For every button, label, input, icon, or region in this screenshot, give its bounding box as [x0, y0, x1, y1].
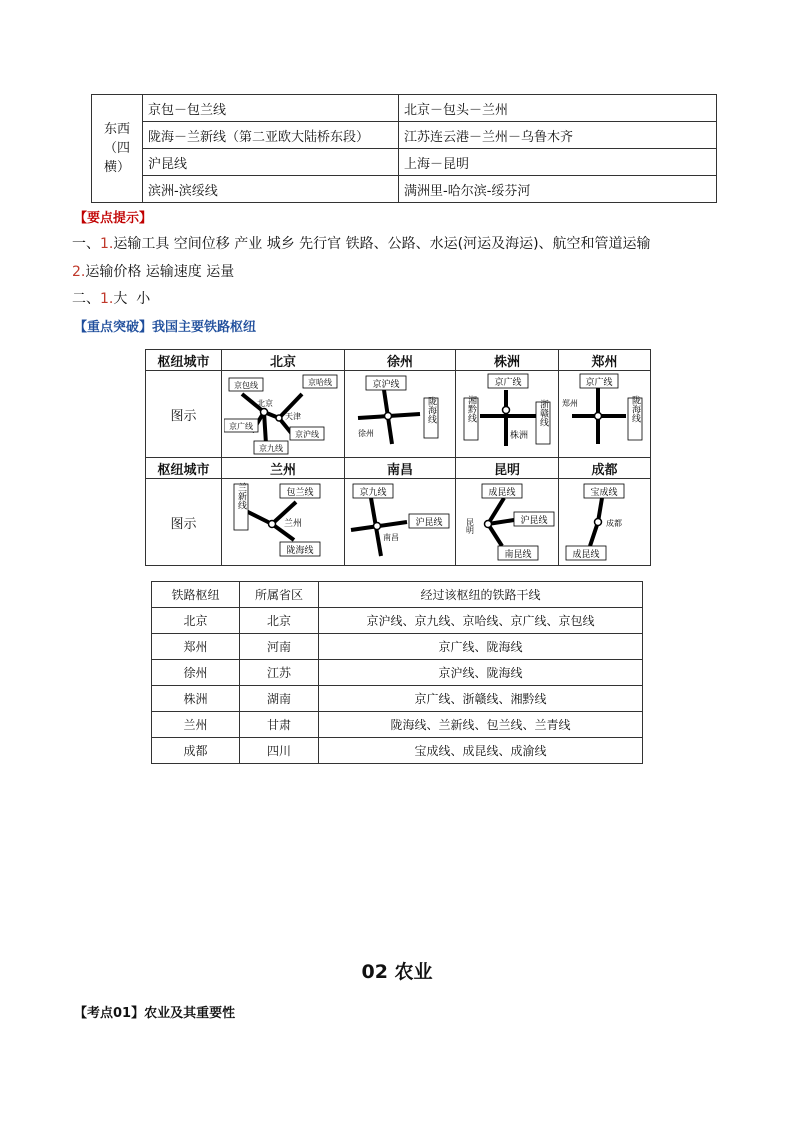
line-cell: 滨洲-滨绥线 — [143, 176, 399, 203]
hub-city-name: 兰州 — [222, 458, 345, 479]
lanzhou-city-label: 兰州 — [284, 519, 303, 529]
tianjin-city-label: 天津 — [285, 412, 301, 421]
kunming-city-label: 昆明 — [465, 518, 475, 534]
table-cell: 郑州 — [152, 634, 240, 660]
hub-city-name: 株洲 — [456, 350, 559, 371]
chengdu-hub-diagram — [560, 480, 650, 564]
line-label: 京哈线 — [308, 378, 332, 387]
lanzhou-hub-diagram — [224, 480, 342, 564]
table-cell: 四川 — [240, 738, 319, 764]
table-row — [152, 712, 643, 738]
region-line: 东西 — [103, 122, 130, 137]
zhengzhou-city-label: 郑州 — [561, 399, 578, 408]
table-cell: 湖南 — [240, 686, 319, 712]
table-cell: 陇海线、兰新线、包兰线、兰青线 — [319, 712, 643, 738]
table-cell: 京广线、浙赣线、湘黔线 — [319, 686, 643, 712]
line-label: 陇海线 — [286, 546, 314, 556]
table-cell: 京广线、陇海线 — [319, 634, 643, 660]
nanchang-diagram-cell — [345, 479, 456, 566]
table-row — [152, 738, 643, 764]
zhengzhou-diagram-cell — [559, 371, 651, 458]
table-cell: 京沪线、陇海线 — [319, 660, 643, 686]
line-label: 京广线 — [229, 422, 253, 431]
tips-text: 运输工具 空间位移 产业 城乡 先行官 铁路、公路、水运(河运及海运)、航空和管道运输 — [113, 236, 651, 252]
table-row — [92, 122, 717, 149]
line-label: 京包线 — [234, 381, 258, 390]
table-cell: 兰州 — [152, 712, 240, 738]
chapter-title: 02 农业 — [361, 961, 433, 983]
line-label: 沪昆线 — [415, 518, 443, 528]
hub-head-label: 枢纽城市 — [146, 458, 222, 479]
table-cell: 甘肃 — [240, 712, 319, 738]
nanchang-hub-diagram — [347, 480, 453, 564]
tips-number: 1. — [100, 236, 114, 252]
line-label: 京九线 — [359, 488, 387, 498]
xuzhou-diagram-cell — [345, 371, 456, 458]
region-line: （四 — [103, 141, 130, 156]
table-cell: 北京 — [240, 608, 319, 634]
tips-text: 大 小 — [113, 291, 151, 307]
hub-pic-label: 图示 — [146, 479, 222, 566]
line-label: 陇海线 — [426, 396, 436, 424]
tips-text: 运输价格 运输速度 运量 — [85, 264, 235, 280]
zhuzhou-city-label: 株洲 — [510, 431, 529, 441]
nanchang-city-label: 南昌 — [383, 533, 399, 542]
line-label: 京沪线 — [372, 380, 400, 390]
hub-city-name: 南昌 — [345, 458, 456, 479]
xuzhou-city-label: 徐州 — [358, 429, 374, 438]
line-label: 兰新线 — [236, 482, 246, 510]
hub-list-table — [151, 581, 643, 764]
kaodian-label: 【考点01】农业及其重要性 — [74, 1006, 236, 1021]
focus-heading: 【重点突破】我国主要铁路枢纽 — [74, 320, 257, 335]
line-label: 浙赣线 — [538, 399, 548, 427]
table-row — [146, 458, 651, 479]
tips-line-1 — [72, 233, 651, 253]
zhengzhou-hub-diagram — [560, 372, 650, 456]
beijing-city-label: 北京 — [257, 399, 273, 408]
table-row — [152, 634, 643, 660]
region-line: 横） — [103, 160, 130, 175]
table-row — [152, 660, 643, 686]
table-cell: 成都 — [152, 738, 240, 764]
tips-line-2 — [72, 261, 234, 281]
line-label: 京广线 — [584, 378, 613, 388]
line-cell: 陇海－兰新线（第二亚欧大陆桥东段） — [143, 122, 399, 149]
beijing-hub-diagram — [224, 372, 342, 456]
table-row — [146, 350, 651, 371]
line-label: 成昆线 — [488, 488, 516, 498]
hub-city-name: 郑州 — [559, 350, 651, 371]
table-row — [146, 371, 651, 458]
tips-line-3 — [72, 288, 150, 308]
line-label: 南昆线 — [504, 550, 532, 560]
column-header: 铁路枢纽 — [152, 582, 240, 608]
table-row — [146, 479, 651, 566]
hub-pic-label: 图示 — [146, 371, 222, 458]
kunming-hub-diagram — [458, 480, 556, 564]
lanzhou-diagram-cell — [222, 479, 345, 566]
xuzhou-hub-diagram — [348, 372, 452, 456]
tips-number: 1. — [100, 291, 114, 307]
hub-head-label: 枢纽城市 — [146, 350, 222, 371]
table-row — [152, 608, 643, 634]
table-cell: 徐州 — [152, 660, 240, 686]
line-label: 京广线 — [494, 378, 522, 388]
line-cell: 京包－包兰线 — [143, 95, 399, 122]
column-header: 所属省区 — [240, 582, 319, 608]
hub-city-name: 北京 — [222, 350, 345, 371]
line-label: 湘黔线 — [466, 395, 476, 423]
hub-city-name: 徐州 — [345, 350, 456, 371]
route-cell: 上海－昆明 — [399, 149, 717, 176]
line-label: 包兰线 — [286, 488, 314, 498]
table-cell: 宝成线、成昆线、成渝线 — [319, 738, 643, 764]
tips-prefix: 一、 — [72, 236, 100, 252]
table-cell: 北京 — [152, 608, 240, 634]
tips-number: 2. — [72, 264, 86, 280]
route-cell: 北京－包头－兰州 — [399, 95, 717, 122]
hub-diagram-table — [145, 349, 651, 566]
line-cell: 沪昆线 — [143, 149, 399, 176]
hub-city-name: 昆明 — [456, 458, 559, 479]
chengdu-city-label: 成都 — [605, 519, 622, 528]
tips-prefix: 二、 — [72, 291, 100, 307]
table-cell: 江苏 — [240, 660, 319, 686]
table-row — [92, 149, 717, 176]
railway-lines-table — [91, 94, 717, 203]
line-label: 京沪线 — [295, 430, 319, 439]
route-cell: 江苏连云港－兰州－乌鲁木齐 — [399, 122, 717, 149]
beijing-diagram-cell — [222, 371, 345, 458]
table-cell: 株洲 — [152, 686, 240, 712]
line-label: 成昆线 — [571, 550, 600, 560]
table-header-row — [152, 582, 643, 608]
line-label: 陇海线 — [629, 395, 640, 423]
tips-heading: 【要点提示】 — [74, 211, 153, 226]
table-row — [92, 176, 717, 203]
column-header: 经过该枢纽的铁路干线 — [319, 582, 643, 608]
chengdu-diagram-cell — [559, 479, 651, 566]
kunming-diagram-cell — [456, 479, 559, 566]
zhuzhou-diagram-cell — [456, 371, 559, 458]
hub-city-name: 成都 — [559, 458, 651, 479]
route-cell: 满洲里-哈尔滨-绥芬河 — [399, 176, 717, 203]
zhuzhou-hub-diagram — [458, 372, 556, 456]
table-row — [152, 686, 643, 712]
line-label: 宝成线 — [589, 488, 618, 498]
table-cell: 河南 — [240, 634, 319, 660]
line-label: 沪昆线 — [520, 516, 548, 526]
line-label: 京九线 — [259, 444, 283, 453]
table-cell: 京沪线、京九线、京哈线、京广线、京包线 — [319, 608, 643, 634]
table-row — [92, 95, 717, 122]
region-cell — [92, 95, 143, 203]
